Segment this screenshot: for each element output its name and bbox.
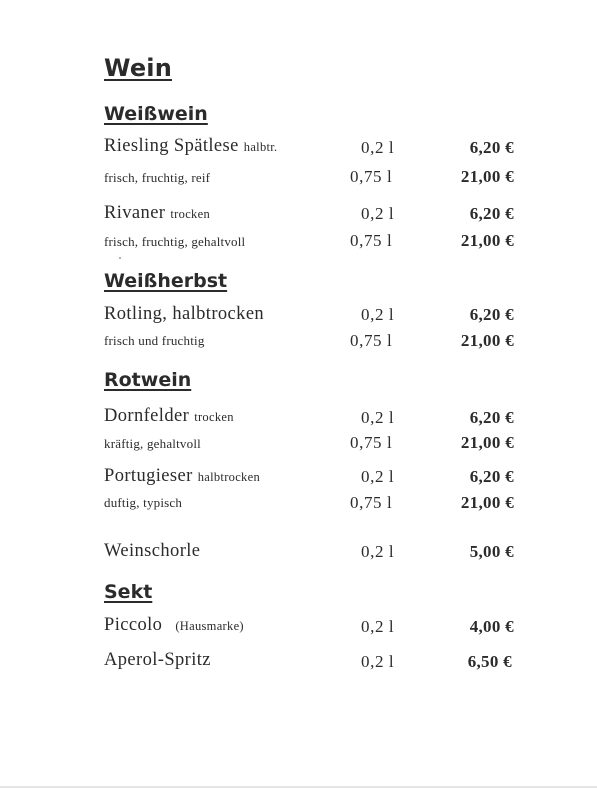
wine-note: (Hausmarke) [175,619,244,633]
price-large: 21,00 € [460,433,514,452]
wine-description: frisch, fruchtig, gehaltvoll [104,234,246,249]
volume-large: 0,75 l [350,433,393,452]
wine-name-aperol-spritz: Aperol-Spritz [104,650,211,670]
wine-description: duftig, typisch [104,495,183,510]
volume-small: 0,2 l [361,305,395,324]
wine-name-rotling [104,304,264,325]
wine-name-label: Riesling Spätlese [104,136,239,156]
page-title: Wein [104,54,173,82]
volume-large: 0,75 l [350,331,393,350]
wine-name-portugieser [104,466,260,487]
wine-name-dornfelder [104,406,234,427]
volume-large: 0,75 l [350,493,393,512]
volume-small: 0,2 l [361,138,395,157]
price-small: 5,00 € [469,542,514,561]
section-heading-weisswein: Weißwein [104,103,208,125]
wine-name-piccolo [104,615,244,636]
price-large: 21,00 € [460,331,514,350]
volume-large: 0,75 l [350,231,393,250]
wine-note: halbtr. [243,140,278,154]
volume-small: 0,2 l [361,467,395,486]
wine-note: halbtrocken [197,470,261,484]
volume-small: 0,2 l [361,408,395,427]
section-heading-sekt: Sekt [104,581,153,603]
price-small: 6,20 € [469,138,514,157]
price-small: 6,20 € [469,467,514,486]
paper-speck [119,257,121,259]
price-large: 21,00 € [460,231,514,250]
wine-name-label: Portugieser [104,466,193,486]
volume-large: 0,75 l [350,167,393,186]
price-large: 21,00 € [460,493,514,512]
volume-small: 0,2 l [361,617,395,636]
volume-small: 0,2 l [361,542,395,561]
wine-name-label: Piccolo [104,615,163,635]
volume-small: 0,2 l [361,652,395,671]
wine-name-label: Rotling, halbtrocken [104,304,265,324]
wine-name-label: Rivaner [104,203,166,223]
wine-description: frisch und fruchtig [104,333,205,348]
price-small: 6,20 € [469,408,514,427]
price-small: 6,20 € [469,305,514,324]
wine-description: frisch, fruchtig, reif [104,170,211,185]
price-small: 4,00 € [469,617,514,636]
volume-small: 0,2 l [361,204,395,223]
wine-name-rivaner [104,203,210,224]
wine-note: trocken [170,207,210,221]
wine-name-weinschorle: Weinschorle [104,541,201,561]
price-small: 6,20 € [469,204,514,223]
wine-note: trocken [194,410,234,424]
section-heading-weissherbst: Weißherbst [104,270,228,292]
wine-name-riesling [104,136,277,157]
section-heading-rotwein: Rotwein [104,369,192,391]
wine-name-label: Dornfelder [104,406,190,426]
price-small: 6,50 € [467,652,512,671]
wine-description: kräftig, gehaltvoll [104,436,201,451]
price-large: 21,00 € [460,167,514,186]
